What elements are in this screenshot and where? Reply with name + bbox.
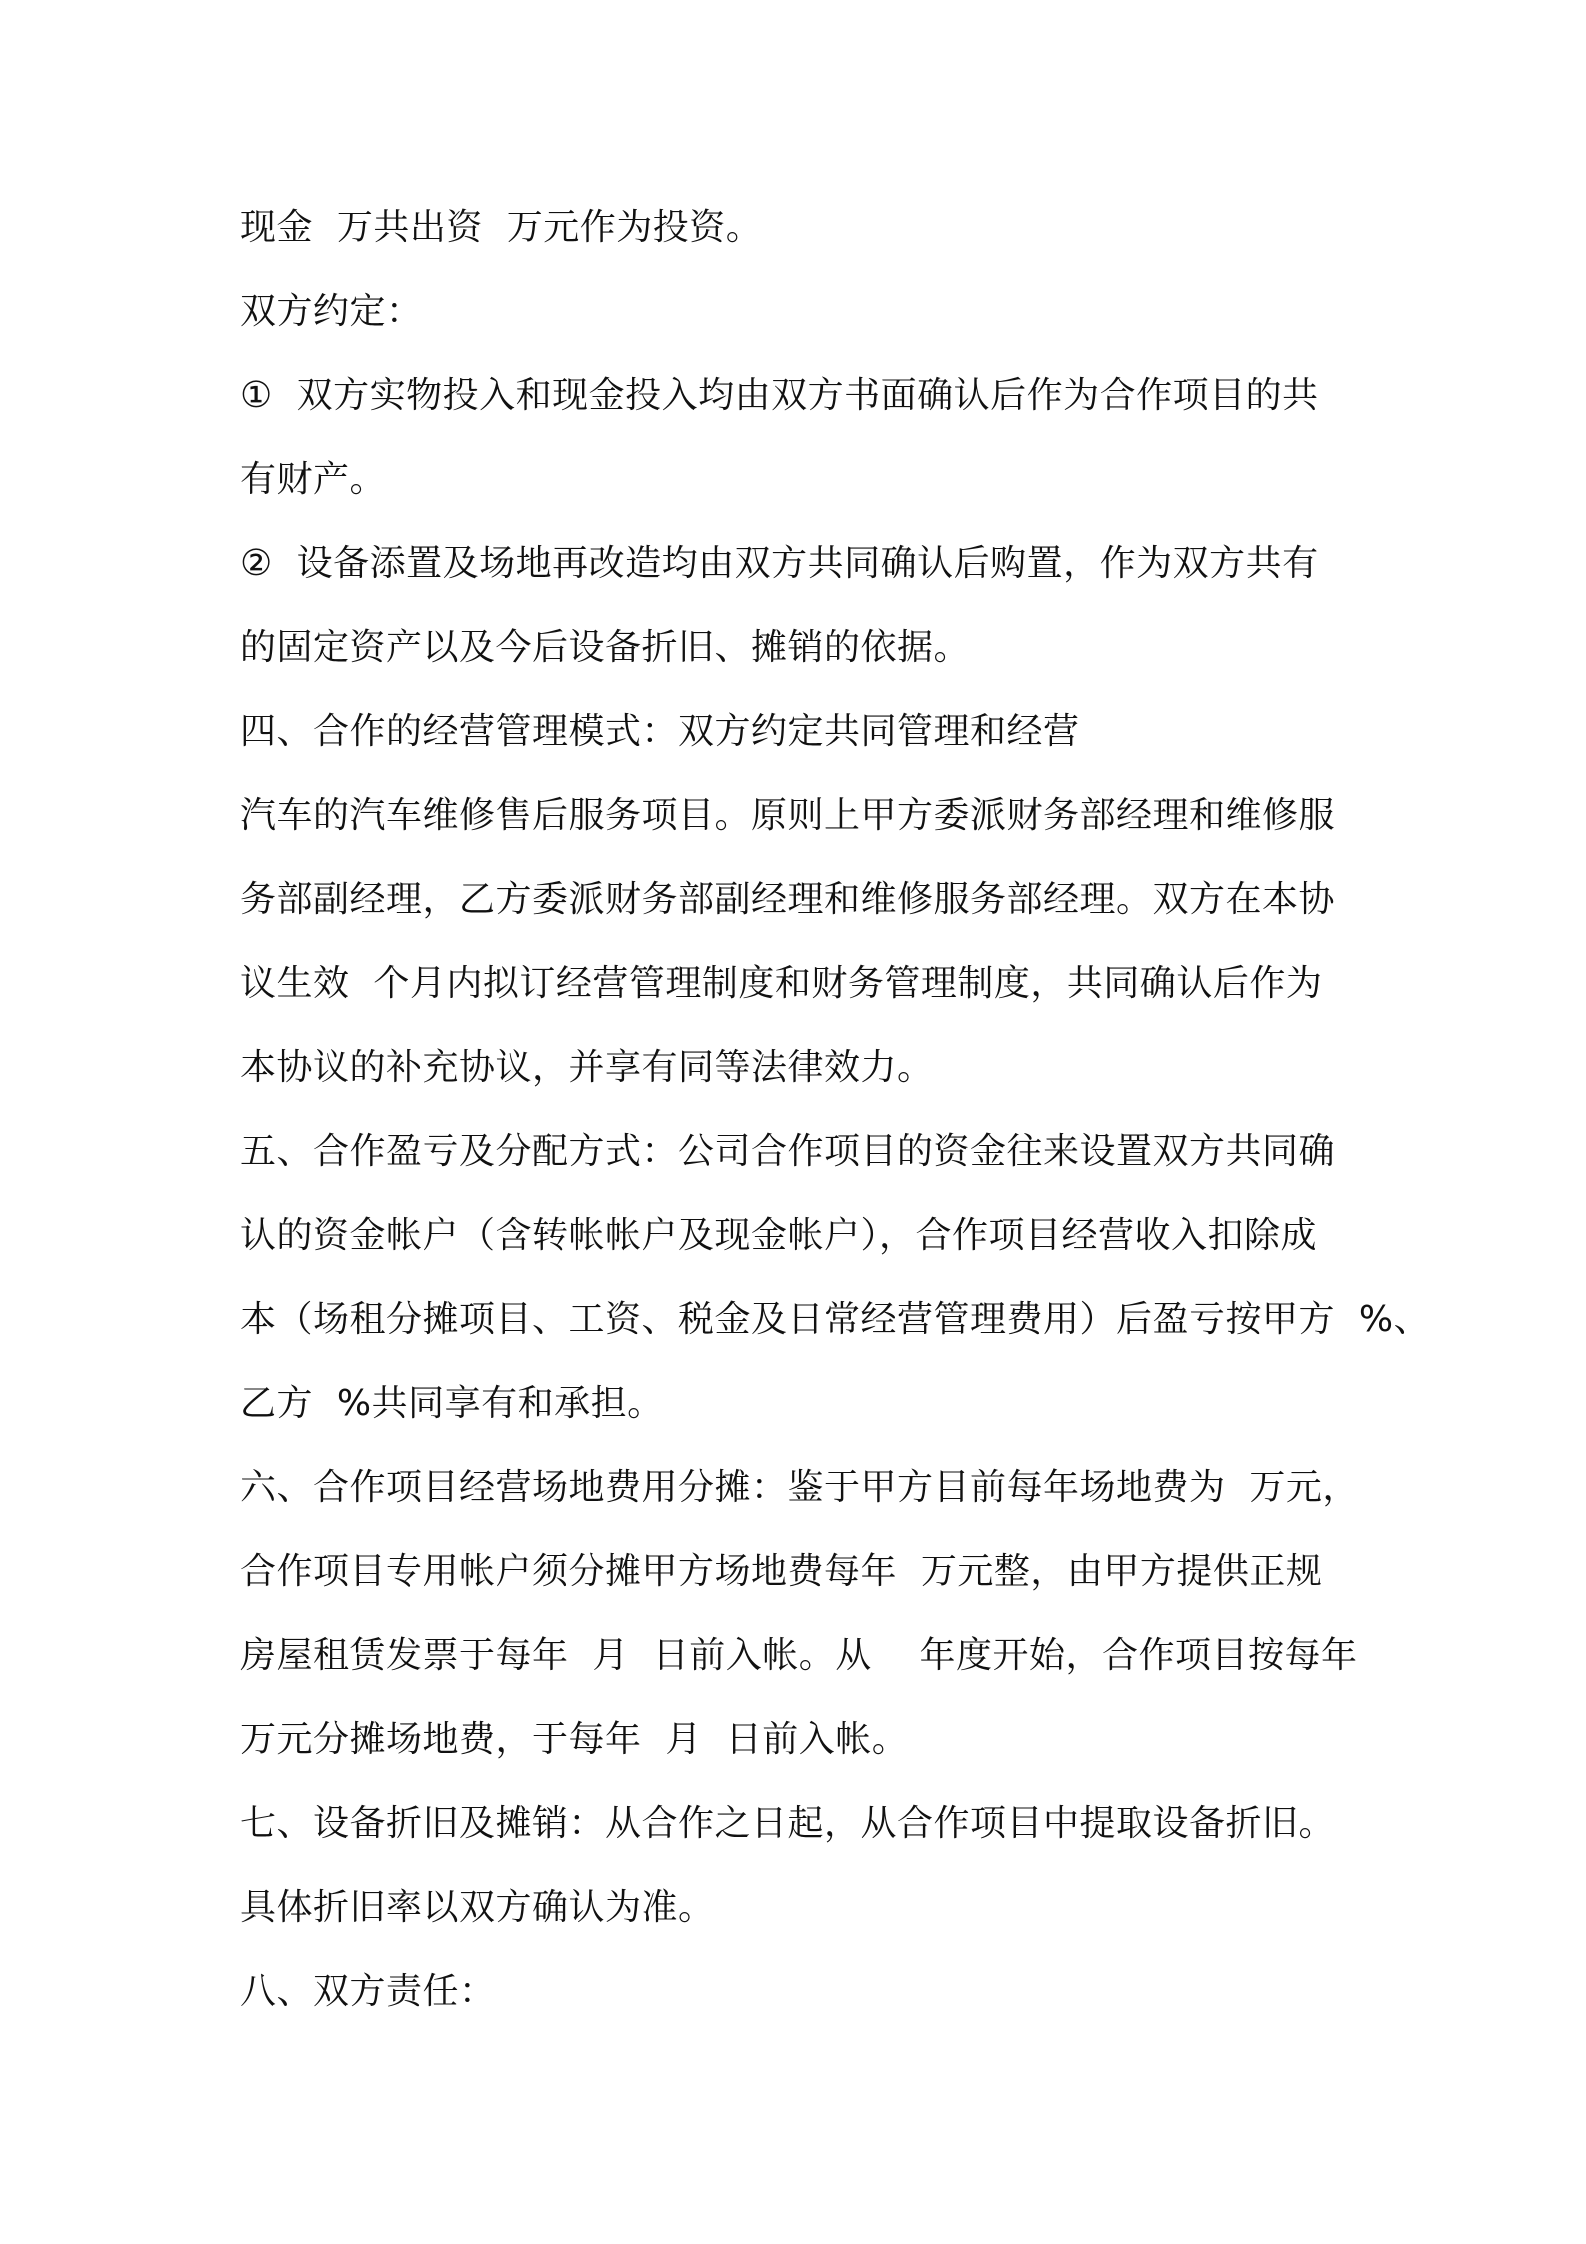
text-line: 七、设备折旧及摊销：从合作之日起，从合作项目中提取设备折旧。 xyxy=(240,1803,1336,1844)
text-line: 汽车的汽车维修售后服务项目。原则上甲方委派财务部经理和维修服 xyxy=(240,795,1336,836)
text-line: 万元分摊场地费，于每年 月 日前入帐。 xyxy=(240,1719,909,1760)
text-line: 四、合作的经营管理模式：双方约定共同管理和经营 xyxy=(240,711,1080,752)
text-line: 具体折旧率以双方确认为准。 xyxy=(240,1887,715,1928)
text-line: 的固定资产以及今后设备折旧、摊销的依据。 xyxy=(240,627,971,668)
text-line: ① 双方实物投入和现金投入均由双方书面确认后作为合作项目的共 xyxy=(240,375,1319,416)
text-line: 务部副经理，乙方委派财务部副经理和维修服务部经理。双方在本协 xyxy=(240,879,1336,920)
text-line: 八、双方责任： xyxy=(240,1971,496,2012)
text-line: 本（场租分摊项目、工资、税金及日常经营管理费用）后盈亏按甲方 %、 xyxy=(240,1299,1431,1340)
text-line: ② 设备添置及场地再改造均由双方共同确认后购置，作为双方共有 xyxy=(240,543,1319,584)
text-line: 乙方 %共同享有和承担。 xyxy=(240,1383,664,1424)
text-line: 合作项目专用帐户须分摊甲方场地费每年 万元整，由甲方提供正规 xyxy=(240,1551,1323,1592)
text-line: 房屋租赁发票于每年 月 日前入帐。从 年度开始，合作项目按每年 xyxy=(240,1635,1358,1676)
text-line: 有财产。 xyxy=(240,459,387,500)
text-line: 双方约定： xyxy=(240,291,423,332)
text-line: 议生效 个月内拟订经营管理制度和财务管理制度，共同确认后作为 xyxy=(240,963,1323,1004)
text-line: 现金 万共出资 万元作为投资。 xyxy=(240,207,763,248)
text-line: 五、合作盈亏及分配方式：公司合作项目的资金往来设置双方共同确 xyxy=(240,1131,1336,1172)
text-line: 六、合作项目经营场地费用分摊：鉴于甲方目前每年场地费为 万元， xyxy=(240,1467,1359,1508)
text-line: 认的资金帐户（含转帐帐户及现金帐户），合作项目经营收入扣除成 xyxy=(240,1215,1318,1256)
text-line: 本协议的补充协议，并享有同等法律效力。 xyxy=(240,1047,934,1088)
